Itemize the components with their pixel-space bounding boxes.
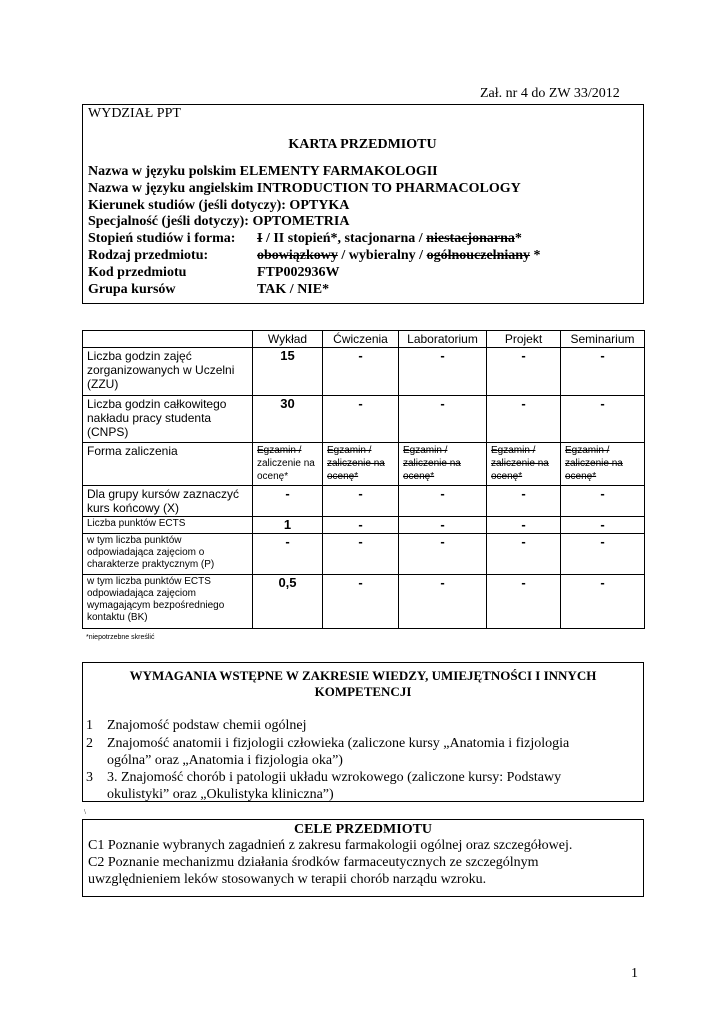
requirement-text-cont: okulistyki” oraz „Okulistyka kliniczna”) [107, 787, 334, 802]
exam-struck: Egzamin / [257, 445, 302, 456]
requirement-number: 2 [86, 736, 93, 751]
exam-form-project: Egzamin / zaliczenie na ocenę* [487, 443, 561, 486]
goal-c2: C2 Poznanie mechanizmu działania środków farmaceutycznych ze szczególnym [88, 855, 539, 870]
cell-value: - [399, 575, 487, 629]
cell-value: - [561, 486, 645, 517]
table-row [83, 348, 645, 396]
requirement-text: Znajomość podstaw chemii ogólnej [107, 718, 307, 733]
cell-value: - [561, 517, 645, 534]
type-struck-1: obowiązkowy [257, 248, 338, 263]
cell-value: 0,5 [253, 575, 323, 629]
header-exercises: Ćwiczenia [323, 331, 399, 348]
row-label: Liczba punktów ECTS [83, 517, 253, 534]
goal-c1: C1 Poznanie wybranych zagadnień z zakresu farmakologii ogólnej oraz szczegółowej. [88, 838, 573, 853]
exam-form-laboratory: Egzamin / zaliczenie na ocenę* [399, 443, 487, 486]
row-label: w tym liczba punktów ECTS odpowiadająca zajęciom wymagającym bezpośredniego kontaktu (BK) [83, 575, 253, 629]
level-end: * [514, 231, 522, 246]
header-laboratory: Laboratorium [399, 331, 487, 348]
cell-value: 30 [253, 396, 323, 443]
row-label: Dla grupy kursów zaznaczyć kurs końcowy (X) [83, 486, 253, 517]
study-direction: Kierunek studiów (jeśli dotyczy): OPTYKA [88, 198, 350, 213]
table-row [83, 396, 645, 443]
type-end: * [530, 248, 541, 263]
requirement-number: 1 [86, 718, 93, 733]
exam-form-seminar: Egzamin / zaliczenie na ocenę* [561, 443, 645, 486]
requirement-text: Znajomość anatomii i fizjologii człowieka (zaliczone kursy „Anatomia i fizjologia [107, 736, 570, 751]
course-code-value: FTP002936W [257, 265, 340, 280]
course-code-label: Kod przedmiotu [88, 265, 187, 280]
cell-value: 15 [253, 348, 323, 396]
course-group-value: TAK / NIE* [257, 282, 330, 297]
cell-value: - [561, 348, 645, 396]
goal-c2-cont: uwzględnieniem leków stosowanych w terapii chorób narządu wzroku. [88, 872, 487, 887]
exam-kept: zaliczenie na ocenę* [257, 458, 315, 482]
table-header-row [83, 331, 645, 348]
cell-value: 1 [253, 517, 323, 534]
cell-value: - [561, 575, 645, 629]
page-number: 1 [631, 966, 638, 981]
row-label: w tym liczba punktów odpowiadająca zajęciom o charakterze praktycznym (P) [83, 534, 253, 575]
requirement-item [86, 770, 561, 786]
table-corner [83, 331, 253, 348]
cell-value: - [487, 486, 561, 517]
cell-value: - [561, 396, 645, 443]
cell-value: - [487, 534, 561, 575]
course-type-label: Rodzaj przedmiotu: [88, 248, 209, 263]
stray-mark: \ [84, 808, 86, 816]
requirement-item [86, 718, 306, 734]
exam-form-row [83, 443, 645, 486]
course-name-pl: Nazwa w języku polskim ELEMENTY FARMAKOLOGII [88, 164, 438, 179]
faculty-name: WYDZIAŁ PPT [88, 106, 181, 121]
table-row [83, 486, 645, 517]
requirement-number: 3 [86, 770, 93, 785]
cell-value: - [323, 517, 399, 534]
header-project: Projekt [487, 331, 561, 348]
cell-value: - [253, 534, 323, 575]
study-level-value [257, 231, 522, 247]
requirements-title [82, 668, 644, 700]
annex-reference: Zał. nr 4 do ZW 33/2012 [480, 86, 620, 101]
level-mid: / II stopień*, stacjonarna / [262, 231, 427, 246]
cell-value: - [399, 348, 487, 396]
cell-value: - [253, 486, 323, 517]
requirement-text-cont: ogólna” oraz „Anatomia i fizjologia oka”) [107, 753, 343, 768]
course-group-label: Grupa kursów [88, 282, 176, 297]
row-label: Liczba godzin całkowitego nakładu pracy studenta (CNPS) [83, 396, 253, 443]
type-mid: / wybieralny / [337, 248, 427, 263]
cell-value: - [323, 348, 399, 396]
cell-value: - [487, 396, 561, 443]
cell-value: - [323, 575, 399, 629]
level-struck-1: I [257, 231, 263, 246]
exam-form-exercises: Egzamin / zaliczenie na ocenę* [323, 443, 399, 486]
cell-value: - [561, 534, 645, 575]
cell-value: - [487, 517, 561, 534]
study-level-label: Stopień studiów i forma: [88, 231, 236, 246]
cell-value: - [399, 517, 487, 534]
requirements-title-line2: KOMPETENCJI [314, 684, 412, 699]
course-name-en: Nazwa w języku angielskim INTRODUCTION TO PHARMACOLOGY [88, 181, 521, 196]
table-row [83, 517, 645, 534]
goals-title: CELE PRZEDMIOTU [293, 822, 433, 837]
footnote: *niepotrzebne skreślić [86, 634, 155, 641]
cell-value: - [323, 486, 399, 517]
cell-value: - [323, 396, 399, 443]
requirements-title-line1: WYMAGANIA WSTĘPNE W ZAKRESIE WIEDZY, UMIEJĘTNOŚCI I INNYCH [129, 668, 597, 683]
type-struck-2: ogólnouczelniany [426, 248, 531, 263]
header-lecture: Wykład [253, 331, 323, 348]
header-seminar: Seminarium [561, 331, 645, 348]
cell-value: - [323, 534, 399, 575]
course-type-value [257, 248, 541, 264]
page-title: KARTA PRZEDMIOTU [288, 137, 437, 152]
table-row [83, 534, 645, 575]
cell-value: - [399, 396, 487, 443]
specialty: Specjalność (jeśli dotyczy): OPTOMETRIA [88, 214, 350, 229]
cell-value: - [399, 534, 487, 575]
row-label: Liczba godzin zajęć zorganizowanych w Uczelni (ZZU) [83, 348, 253, 396]
level-struck-2: niestacjonarna [426, 231, 515, 246]
cell-value: - [487, 348, 561, 396]
hours-table [82, 330, 645, 629]
exam-form-lecture [253, 443, 323, 486]
requirement-item [86, 736, 569, 752]
table-row [83, 575, 645, 629]
requirement-text: 3. Znajomość chorób i patologii układu wzrokowego (zaliczone kursy: Podstawy [107, 770, 562, 785]
cell-value: - [487, 575, 561, 629]
row-label: Forma zaliczenia [83, 443, 253, 486]
cell-value: - [399, 486, 487, 517]
